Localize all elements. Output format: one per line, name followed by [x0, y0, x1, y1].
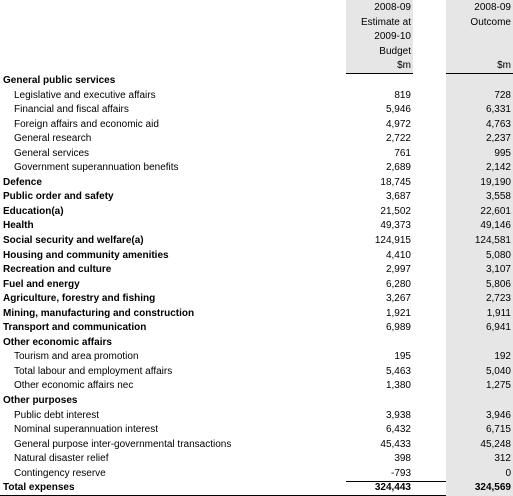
row-label: Foreign affairs and economic aid: [14, 118, 159, 130]
outcome-value: 19,190: [480, 176, 511, 188]
table-row: [0, 161, 513, 176]
outcome-value: 192: [494, 351, 511, 363]
table-row: [0, 263, 513, 278]
estimate-value: 18,745: [380, 176, 411, 188]
outcome-value: 6,941: [485, 322, 511, 334]
header-estimate-line: Estimate at: [360, 16, 411, 28]
estimate-value: 2,689: [385, 162, 411, 174]
table-row: [0, 292, 513, 307]
row-label: Transport and communication: [3, 322, 147, 334]
outcome-value: 1,911: [486, 307, 511, 319]
outcome-value: 4,763: [485, 118, 511, 130]
table-row: [0, 205, 513, 220]
table-row: [0, 336, 513, 351]
row-label: Fuel and energy: [3, 278, 80, 290]
table-header: [0, 0, 513, 74]
header-outcome-line: Outcome: [470, 16, 511, 28]
estimate-value: 398: [394, 453, 411, 465]
table-row: [0, 438, 513, 453]
estimate-value: 2,722: [385, 133, 411, 145]
table-row: [0, 409, 513, 424]
row-label: Public order and safety: [3, 191, 114, 203]
table-row: [0, 176, 513, 191]
estimate-value: 4,410: [385, 249, 411, 261]
outcome-value: 5,040: [485, 365, 511, 377]
estimate-value: 3,267: [385, 293, 411, 305]
outcome-value: 728: [494, 89, 511, 101]
row-label: Tourism and area promotion: [14, 351, 139, 363]
header-estimate: [346, 0, 413, 74]
estimate-value: 761: [394, 147, 411, 159]
outcome-value: 124,581: [474, 235, 511, 247]
row-label: General purpose inter-governmental transactions: [14, 438, 232, 450]
row-label: Mining, manufacturing and construction: [3, 307, 195, 319]
table-row: [0, 278, 513, 293]
row-label: Education(a): [3, 205, 64, 217]
row-label: Government superannuation benefits: [14, 162, 179, 174]
outcome-cell-bg: [446, 74, 513, 89]
row-label: Social security and welfare(a): [3, 235, 144, 247]
table-row: [0, 321, 513, 336]
estimate-value: 6,280: [385, 278, 411, 290]
row-label: Housing and community amenities: [3, 249, 169, 261]
row-label: Financial and fiscal affairs: [14, 104, 129, 116]
outcome-value: 2,142: [485, 162, 511, 174]
table-row: [0, 452, 513, 467]
table-row: [0, 74, 513, 89]
outcome-value: 6,715: [485, 424, 511, 436]
table-row: [0, 89, 513, 104]
estimate-value: 2,997: [385, 264, 411, 276]
estimate-value: 819: [394, 89, 411, 101]
row-label: Public debt interest: [14, 409, 100, 421]
table-row: [0, 147, 513, 162]
header-outcome: [446, 0, 513, 74]
header-estimate-line: 2008-09: [374, 2, 411, 13]
estimate-value: 49,373: [380, 220, 411, 232]
outcome-value: 1,275: [485, 380, 511, 392]
estimate-value: 45,433: [380, 438, 411, 450]
table-row: [0, 234, 513, 249]
estimate-value: 3,938: [385, 409, 411, 421]
estimate-value: 1,921: [385, 307, 411, 319]
outcome-cell-bg: [446, 394, 513, 409]
table-row: [0, 132, 513, 147]
table-row: [0, 379, 513, 394]
header-estimate-line: 2009-10: [374, 31, 411, 42]
row-label: Other purposes: [3, 395, 78, 407]
estimate-cell-bg: [346, 394, 413, 409]
row-label: Natural disaster relief: [14, 453, 109, 465]
header-outcome-line: [446, 45, 513, 60]
estimate-value: -793: [390, 467, 411, 479]
row-label: Total labour and employment affairs: [14, 365, 173, 377]
header-outcome-line: [446, 30, 513, 45]
estimate-value: 5,946: [385, 104, 411, 116]
outcome-value: 22,601: [480, 205, 511, 217]
table-row: [0, 307, 513, 322]
total-row: [0, 481, 513, 496]
table-row: [0, 103, 513, 118]
outcome-cell-bg: [446, 336, 513, 351]
estimate-value: 6,989: [385, 322, 411, 334]
estimate-value: 6,432: [385, 424, 411, 436]
outcome-value: 324,569: [474, 482, 511, 494]
row-label: Health: [3, 220, 34, 232]
row-label: Recreation and culture: [3, 264, 112, 276]
row-label: Defence: [3, 176, 42, 188]
outcome-value: 3,946: [485, 409, 511, 421]
table-row: [0, 249, 513, 264]
outcome-value: 3,558: [485, 191, 511, 203]
table-row: [0, 394, 513, 409]
row-label: Agriculture, forestry and fishing: [3, 293, 156, 305]
table-row: [0, 118, 513, 133]
row-label: General services: [14, 147, 90, 159]
header-estimate-line: Budget: [379, 45, 411, 57]
outcome-value: 5,806: [485, 278, 511, 290]
table-body: [0, 74, 513, 496]
outcome-value: 49,146: [480, 220, 511, 232]
estimate-cell-bg: [346, 74, 413, 89]
row-label: Nominal superannuation interest: [14, 424, 158, 436]
row-label: General research: [14, 133, 92, 145]
estimate-value: 3,687: [385, 191, 411, 203]
row-label: Contingency reserve: [14, 467, 106, 479]
table-row: [0, 190, 513, 205]
row-label: Legislative and executive affairs: [14, 89, 156, 101]
table-row: [0, 219, 513, 234]
row-label: Other economic affairs: [3, 336, 112, 348]
outcome-value: 45,248: [480, 438, 511, 450]
header-estimate-line: $m: [397, 60, 411, 71]
estimate-value: 195: [394, 351, 411, 363]
outcome-value: 5,080: [485, 249, 511, 261]
estimate-value: 124,915: [374, 235, 411, 247]
header-outcome-line: 2008-09: [474, 2, 511, 13]
table-row: [0, 350, 513, 365]
estimate-cell-bg: [346, 336, 413, 351]
outcome-value: 312: [494, 453, 511, 465]
estimate-value: 5,463: [385, 365, 411, 377]
header-outcome-line: $m: [497, 60, 511, 71]
row-label: General public services: [3, 75, 116, 86]
table-row: [0, 467, 513, 482]
estimate-value: 1,380: [385, 380, 411, 392]
estimate-value: 21,502: [380, 205, 411, 217]
estimate-value: 4,972: [385, 118, 411, 130]
outcome-value: 2,237: [485, 133, 511, 145]
outcome-value: 995: [494, 147, 511, 159]
outcome-value: 0: [505, 467, 511, 479]
outcome-value: 2,723: [485, 293, 511, 305]
row-label: Other economic affairs nec: [14, 380, 134, 392]
outcome-value: 6,331: [485, 104, 511, 116]
table-row: [0, 365, 513, 380]
table-row: [0, 423, 513, 438]
outcome-value: 3,107: [485, 264, 511, 276]
estimate-value: 324,443: [374, 482, 411, 494]
row-label: Total expenses: [3, 482, 75, 494]
